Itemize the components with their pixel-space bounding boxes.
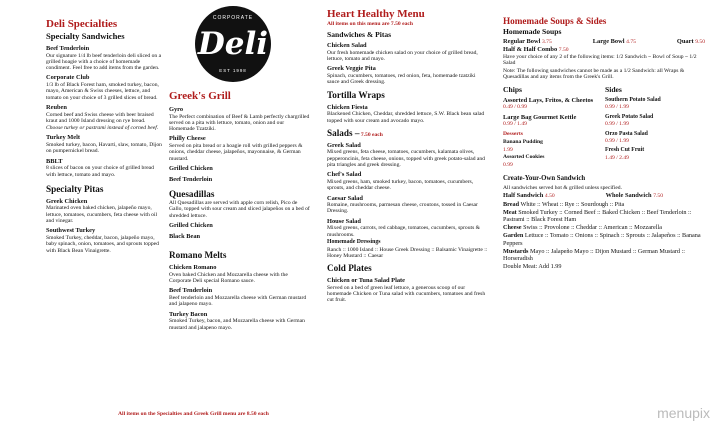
greeks-grill-title: Greek's Grill bbox=[169, 90, 231, 102]
large-bowl-label: Large Bowl bbox=[592, 38, 625, 45]
menu-item-desc: Corned beef and Swiss cheese with beer braised kraut and 1000 Island dressing on rye bread. bbox=[46, 111, 154, 124]
side-item-name: Banana Pudding bbox=[503, 139, 543, 146]
menu-item-desc: Mixed greens, feta cheese, tomatoes, cucumbers, kalamata olives, pepperoncinis, feta cheese, onions, topped with greek potato-salad and pita triangles and greek dressing. bbox=[327, 149, 485, 169]
regular-bowl-label: Regular Bowl bbox=[503, 38, 541, 45]
option-name: Cheese bbox=[503, 224, 522, 232]
combo-price: 7.50 bbox=[558, 47, 569, 54]
quesadillas-desc: All Quesadillas are served with apple corn relish, Pico de Gallo, topped with sour cream and sliced jalapeños on a bed of shredded lettuce. bbox=[169, 200, 310, 219]
menu-item-desc: Our fresh homemade chicken salad on your choice of grilled bread, lettuce, tomato and mayo. bbox=[327, 49, 478, 63]
menu-item-desc: Romaine, mushrooms, parmesan cheese, croutons, tossed in Caesar Dressing. bbox=[327, 202, 478, 215]
sandwich-option bbox=[503, 248, 705, 262]
menu-item-desc: 8 slices of bacon on your choice of grilled bread with lettuce, tomato and mayo. bbox=[46, 165, 154, 178]
large-bowl bbox=[593, 39, 636, 45]
menu-item-name: Chicken or Tuna Salad Plate bbox=[327, 277, 406, 285]
desserts-title: Desserts bbox=[503, 130, 523, 137]
option-values: White :: Wheat :: Rye :: Sourdough :: Pita bbox=[519, 200, 625, 208]
side-item-price: 0.49 / 0.99 bbox=[503, 104, 527, 111]
sandwiches-pitas-list bbox=[327, 42, 489, 85]
menu-item-name: Chicken Salad bbox=[327, 42, 367, 50]
heart-healthy-note: All items on this menu are 7.50 each bbox=[327, 21, 413, 27]
cold-plates-list bbox=[327, 277, 489, 303]
menu-item-name: Caesar Salad bbox=[327, 194, 363, 202]
salads-price: 7.50 each bbox=[360, 131, 383, 138]
melts-title: Romano Melts bbox=[169, 250, 227, 261]
menu-item-desc: Smoked turkey, bacon, Havarti, slaw, tomato, Dijon on pumpernickel bread. bbox=[46, 142, 162, 155]
option-name: Mustards bbox=[503, 247, 529, 255]
menu-item-name: Grilled Chicken bbox=[169, 164, 213, 172]
menu-item-desc: Spinach, cucumbers, tomatoes, red onion, feta, homemade tzatziki sauce and Greek dressing. bbox=[327, 73, 476, 86]
sandwich-option bbox=[503, 209, 705, 223]
whole-sandwich-price: 7.50 bbox=[653, 193, 663, 200]
half-sandwich-label: Half Sandwich bbox=[503, 192, 544, 200]
watermark: menupix bbox=[657, 405, 710, 421]
menu-item-desc: Oven baked Chicken and Mozzarella cheese with the Corporate Deli special Romano sauce. bbox=[169, 271, 288, 285]
side-item-name: Orzo Pasta Salad bbox=[605, 130, 648, 137]
menu-item-name: Southwest Turkey bbox=[46, 227, 96, 235]
side-item-name: Large Bag Gourmet Kettle bbox=[503, 113, 577, 121]
whole-sandwich bbox=[606, 193, 663, 199]
menu-item-name: Turkey Melt bbox=[46, 134, 81, 142]
sandwich-sizes bbox=[503, 193, 663, 199]
menu-item-name: Chicken Romano bbox=[169, 264, 217, 272]
greeks-grill-list bbox=[169, 106, 311, 183]
section-title: Deli Specialties bbox=[46, 18, 118, 30]
sandwich-option bbox=[503, 201, 705, 208]
chips-title: Chips bbox=[503, 84, 522, 94]
double-meat: Double Meat: Add 1.99 bbox=[503, 263, 562, 271]
section-subtitle: Specialty Sandwiches bbox=[46, 31, 125, 41]
large-bowl-price: 4.75 bbox=[626, 39, 636, 45]
side-item-price: 0.99 / 1.99 bbox=[605, 121, 629, 128]
pitas-title: Specialty Pitas bbox=[46, 183, 104, 194]
column-greeks-grill bbox=[169, 90, 311, 332]
sides-title: Sides bbox=[605, 84, 622, 94]
option-name: Bread bbox=[503, 200, 520, 208]
sandwich-option bbox=[503, 232, 705, 246]
menu-item-name: Corporate Club bbox=[46, 74, 90, 82]
side-item-price: 0.99 / 1.49 bbox=[503, 121, 527, 128]
menu-item-name: Turkey Bacon bbox=[169, 310, 208, 318]
heart-healthy-title: Heart Healthy Menu bbox=[327, 8, 425, 20]
salads-list bbox=[327, 142, 489, 238]
option-values: Smoked Turkey :: Corned Beef :: Baked Chicken :: Beef Tenderloin :: Pastrami :: Black Forest Ham bbox=[503, 208, 692, 223]
menu-item-name: Chef's Salad bbox=[327, 171, 362, 179]
menu-item-desc: Mixed greens, ham, smoked turkey, bacon, tomatoes, cucumbers, sprouts, and cheddar cheese. bbox=[327, 178, 474, 192]
side-item-name: Southern Potato Salad bbox=[605, 96, 661, 103]
option-name: Garden bbox=[503, 232, 524, 240]
sandwich-option bbox=[503, 224, 705, 231]
side-item-price: 0.99 / 1.99 bbox=[605, 104, 629, 111]
column-deli-specialties bbox=[46, 18, 164, 255]
sides-column bbox=[605, 85, 705, 168]
menu-item-name: Beef Tenderloin bbox=[169, 287, 213, 295]
half-sandwich-price: 4.50 bbox=[544, 193, 555, 200]
quart-label: Quart bbox=[676, 38, 694, 45]
dressings-title: Homemade Dressings bbox=[327, 238, 381, 245]
menu-item-name: Gyro bbox=[169, 106, 184, 113]
melts-list bbox=[169, 264, 311, 331]
combo-desc: Have your choice of any 2 of the following items: 1/2 Sandwich ~ Bowl of Soup ~ 1/2 Salad bbox=[503, 53, 697, 66]
menu-item-desc: Smoked Turkey, cheddar, bacon, jalapeño mayo, baby spinach, onion, tomatoes, and sprouts topped with Black Bean Vinaigrette. bbox=[46, 234, 159, 254]
specialty-sandwich-list bbox=[46, 45, 164, 178]
menu-item-desc: Mixed greens, carrots, red cabbage, tomatoes, cucumbers, sprouts & mushrooms. bbox=[327, 225, 481, 238]
menu-item-desc: Smoked Turkey, bacon, and Mozzarella cheese with German mustard and jalapeno mayo. bbox=[169, 318, 305, 331]
quesadillas-list bbox=[169, 222, 311, 240]
column-soups-sides bbox=[503, 16, 705, 270]
menu-item-name: Greek Salad bbox=[327, 141, 361, 149]
chips-sides-area bbox=[503, 85, 705, 168]
salads-title: Salads – bbox=[327, 127, 360, 138]
menu-item-desc: 1/3 lb of Black Forest ham, smoked turkey, bacon, mayo, American & Swiss cheeses, lettuce, and tomato on your choice of 3 grilled slices of bread. bbox=[46, 82, 159, 101]
cold-plates-title: Cold Plates bbox=[327, 263, 372, 274]
side-item-price: 0.99 bbox=[503, 161, 513, 168]
logo-top-text: CORPORATE bbox=[212, 15, 254, 21]
menu-item-desc: Served on pita bread or a hoagie roll with grilled peppers & onions, cheddar cheese, jalapeños, mayonnaise, & German mustard. bbox=[169, 143, 303, 162]
menu-item-name: BBLT bbox=[46, 157, 63, 165]
side-item-price: 1.49 / 2.49 bbox=[605, 155, 629, 162]
chips-list bbox=[503, 97, 599, 128]
quart bbox=[677, 39, 705, 45]
menu-item-note: Choose turkey or pastrami instead of corned beef. bbox=[46, 125, 159, 132]
option-values: Lettuce :: Tomato :: Onions :: Spinach :: Sprouts :: Jalapeños :: Banana Peppers bbox=[503, 232, 701, 247]
soups-title: Homemade Soups bbox=[503, 27, 562, 36]
regular-bowl-price: 3.75 bbox=[541, 39, 552, 45]
menu-item-name: Greek Veggie Pita bbox=[327, 65, 376, 73]
side-item-price: 1.99 bbox=[503, 146, 513, 153]
quart-price: 9.50 bbox=[695, 39, 705, 45]
create-desc: All sandwiches served hot & grilled unless specified. bbox=[503, 184, 622, 191]
side-item-name: Greek Potato Salad bbox=[605, 113, 654, 120]
wraps-title: Tortilla Wraps bbox=[327, 89, 385, 100]
option-values: Mayo :: Jalapeño Mayo :: Dijon Mustard :: German Mustard :: Horseradish bbox=[503, 247, 686, 262]
quesadillas-title: Quesadillas bbox=[169, 189, 215, 200]
create-your-own-title: Create-Your-Own Sandwich bbox=[503, 174, 586, 182]
half-sandwich bbox=[503, 193, 555, 199]
combo-label: Half & Half Combo bbox=[503, 46, 558, 54]
pita-list bbox=[46, 198, 164, 254]
wraps-list bbox=[327, 104, 489, 124]
menu-item-name: Beef Tenderloin bbox=[169, 175, 213, 183]
sandwich-options bbox=[503, 201, 705, 263]
side-item-name: Fresh Cut Fruit bbox=[605, 147, 645, 154]
menu-item-desc: Marinated oven baked chicken, jalapeño mayo, lettuce, tomatoes, cucumbers, feta cheese with oil and vinegar. bbox=[46, 205, 158, 225]
menu-item-desc: Served on a bed of green leaf lettuce, a generous scoop of our homemade Chicken or Tuna salad with cucumbers, tomatoes and fresh cut fruit. bbox=[327, 284, 486, 304]
side-item-name: Assorted Lays, Fritos, & Cheetos bbox=[503, 96, 594, 104]
column-heart-healthy bbox=[327, 8, 489, 305]
soup-prices bbox=[503, 39, 705, 45]
menu-item-name: Beef Tenderloin bbox=[46, 45, 90, 52]
quesadilla-item: Black Bean bbox=[169, 232, 201, 240]
corporate-deli-logo bbox=[195, 6, 271, 82]
menu-item-name: Chicken Fiesta bbox=[327, 103, 368, 111]
desserts-list bbox=[503, 139, 599, 168]
quesadilla-item: Grilled Chicken bbox=[169, 222, 213, 230]
combo-note: Note: The following sandwiches cannot be made as a 1/2 Sandwich: all Wraps & Quesadillas and any items from the Greek's Grill. bbox=[503, 68, 685, 81]
menu-item-name: Reuben bbox=[46, 103, 67, 111]
menu-item-name: Philly Cheese bbox=[169, 135, 206, 143]
sandwiches-pitas-title: Sandwiches & Pitas bbox=[327, 30, 392, 40]
regular-bowl bbox=[503, 39, 552, 45]
dressings-text: Ranch :: 1000 Island :: House Greek Dressing :: Balsamic Vinaigrette :: Honey Mustard :: Caesar bbox=[327, 246, 488, 259]
option-name: Meat bbox=[503, 208, 517, 216]
logo-main-text: Deli bbox=[197, 26, 269, 62]
menu-item-desc: Our signature 1/4 lb beef tenderloin deli sliced on a grilled hoagie with a choice of homemade condiment. Feel free to add items from the garden. bbox=[46, 52, 162, 72]
menu-item-name: House Salad bbox=[327, 217, 361, 225]
option-values: Swiss :: Provolone :: Cheddar :: American :: Mozzarella bbox=[521, 224, 662, 232]
menu-item-desc: Beef tenderloin and Mozzarella cheese with German mustard and jalapeno mayo. bbox=[169, 295, 307, 308]
salads-heading bbox=[327, 128, 489, 139]
menu-item-name: Greek Chicken bbox=[46, 197, 88, 205]
footer-note: All items on the Specialties and Greek Grill menu are 8.50 each bbox=[118, 411, 269, 417]
menu-item-desc: Blackened Chicken, Cheddar, shredded lettuce, S.W. Black bean salad topped with sour cream and avocado mayo. bbox=[327, 111, 485, 124]
sides-list bbox=[605, 97, 705, 162]
menu-item-desc: The Perfect combination of Beef & Lamb perfectly chargrilled served on a pita with lettuce, tomato, onion and our Homemade Tzatziki. bbox=[169, 113, 310, 133]
soups-sides-title: Homemade Soups & Sides bbox=[503, 16, 607, 26]
whole-sandwich-label: Whole Sandwich bbox=[605, 192, 652, 200]
side-item-price: 0.99 / 1.99 bbox=[605, 138, 629, 145]
side-item-name: Assorted Cookies bbox=[503, 154, 545, 161]
chips-column bbox=[503, 85, 599, 168]
logo-bottom-text: EST 1998 bbox=[219, 68, 247, 73]
